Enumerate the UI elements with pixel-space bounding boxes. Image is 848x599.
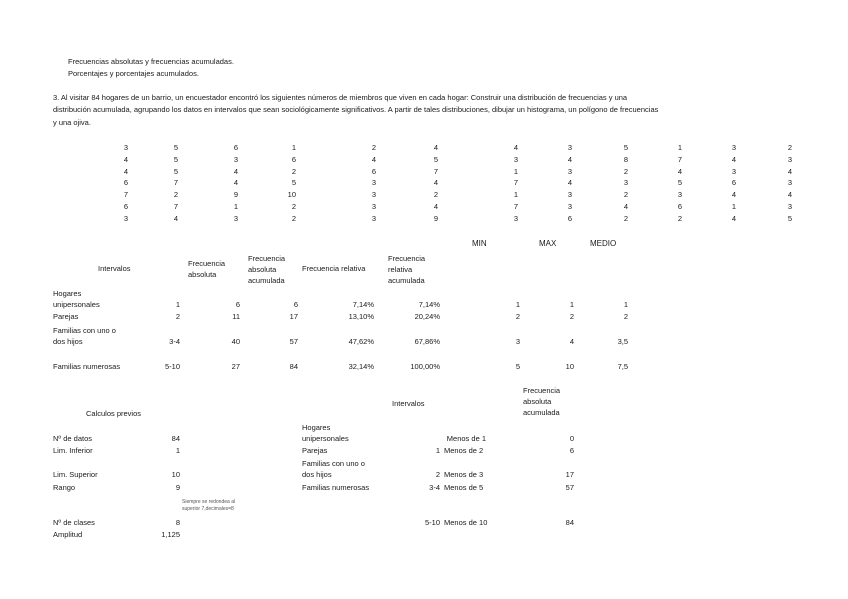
data-cell: 8 xyxy=(623,154,628,164)
row-max: 4 xyxy=(569,337,574,346)
row-max: 1 xyxy=(569,300,574,309)
data-cell: 3 xyxy=(567,190,572,200)
data-cell: 7 xyxy=(677,154,682,164)
row-label: Hogares unipersonales xyxy=(53,289,100,309)
data-cell: 3 xyxy=(567,202,572,211)
data-cell: 6 xyxy=(677,202,682,211)
data-cell: 5 xyxy=(677,178,682,188)
row-menos: Menos de 10 xyxy=(444,518,488,527)
row-fr: 13,10% xyxy=(348,312,374,321)
row-label: Familias con uno o dos hijos xyxy=(53,326,116,346)
calc-value: 9 xyxy=(175,483,180,492)
calc-value: 1,125 xyxy=(161,530,180,539)
data-cell: 3 xyxy=(787,154,792,164)
problem-line-1: 3. Al visitar 84 hogares de un barrio, un encuestador encontró los siguientes números de miembros que viven en cada hogar: Construir una distribución de frecuencias y una xyxy=(53,93,628,102)
data-cell: 7 xyxy=(433,166,438,176)
row-min: 1 xyxy=(515,300,520,309)
row-value: 84 xyxy=(565,518,574,527)
calc-title: Calculos previos xyxy=(86,409,142,418)
data-cell: 4 xyxy=(433,143,438,152)
row-max: 10 xyxy=(565,362,574,371)
data-cell: 3 xyxy=(731,143,736,152)
calc-label: Lim. Inferior xyxy=(53,446,93,455)
row-medio: 2 xyxy=(623,312,628,321)
row-fr: 7,14% xyxy=(352,300,374,309)
calc-label: Nº de datos xyxy=(53,434,93,443)
data-cell: 3 xyxy=(233,213,238,223)
row-medio: 1 xyxy=(623,300,628,309)
calc-note: Siempre se redondea al superior 7,decimales=8 xyxy=(182,499,236,512)
data-cell: 3 xyxy=(731,166,736,176)
data-cell: 5 xyxy=(623,143,628,152)
data-cell: 6 xyxy=(123,178,128,188)
data-cell: 3 xyxy=(123,143,128,152)
data-cell: 2 xyxy=(173,190,178,200)
header-intervalos: Intervalos xyxy=(98,264,131,273)
row-interval: 5-10 xyxy=(424,518,440,527)
data-cell: 4 xyxy=(433,202,438,211)
header-frecuencia-absoluta-acumulada: Frecuencia absoluta acumulada xyxy=(523,386,561,417)
header-frecuencia-relativa-acumulada: Frecuencia relativa acumulada xyxy=(388,254,426,285)
row-fra: 67,86% xyxy=(414,337,440,346)
data-cell: 4 xyxy=(173,213,178,223)
row-interval: 5-10 xyxy=(164,362,180,371)
data-cell: 3 xyxy=(123,213,128,223)
data-cell: 3 xyxy=(513,213,518,223)
row-fr: 32,14% xyxy=(348,362,374,371)
data-cell: 2 xyxy=(291,213,296,223)
row-interval: 2 xyxy=(435,470,440,479)
data-cell: 4 xyxy=(233,166,238,176)
data-cell: 2 xyxy=(371,143,376,152)
calc-value: 84 xyxy=(171,434,180,443)
header-line-1: Frecuencias absolutas y frecuencias acumuladas. xyxy=(68,57,234,66)
data-cell: 3 xyxy=(233,154,238,164)
data-cell: 6 xyxy=(291,154,296,164)
data-cell: 4 xyxy=(123,166,128,176)
data-cell: 4 xyxy=(787,190,792,200)
row-fa: 11 xyxy=(232,312,240,321)
data-cell: 4 xyxy=(513,143,518,152)
row-label: Familias numerosas xyxy=(53,362,121,371)
data-cell: 9 xyxy=(233,190,238,200)
row-min: 2 xyxy=(515,312,520,321)
row-interval: 1 xyxy=(435,446,440,455)
data-cell: 3 xyxy=(677,190,682,200)
data-cell: 4 xyxy=(787,166,792,176)
row-medio: 3,5 xyxy=(617,337,628,346)
problem-line-2: distribución acumulada, agrupando los datos en intervalos que sean sociológicamente significativos. A partir de tales distribuciones, dibujar un histograma, un polígono de frecuencias xyxy=(53,105,659,114)
data-cell: 5 xyxy=(787,213,792,223)
data-cell: 3 xyxy=(371,190,376,200)
data-cell: 1 xyxy=(677,143,682,152)
row-max: 2 xyxy=(569,312,574,321)
row-interval: 2 xyxy=(175,312,180,321)
data-cell: 5 xyxy=(173,143,178,152)
calc-value: 1 xyxy=(175,446,180,455)
row-fr: 47,62% xyxy=(348,337,374,346)
header-frecuencia-relativa: Frecuencia relativa xyxy=(302,264,366,273)
data-cell: 5 xyxy=(291,178,296,188)
data-cell: 2 xyxy=(291,202,296,211)
row-interval: 1 xyxy=(175,300,180,309)
row-menos: Menos de 5 xyxy=(444,483,484,492)
data-cell: 4 xyxy=(123,154,128,164)
header-min: MIN xyxy=(472,239,487,248)
data-cell: 3 xyxy=(567,143,572,152)
row-label: Parejas xyxy=(302,446,328,455)
data-cell: 1 xyxy=(233,202,238,211)
data-cell: 2 xyxy=(623,190,628,200)
row-faa: 57 xyxy=(289,337,298,346)
data-cell: 4 xyxy=(677,166,682,176)
data-cell: 4 xyxy=(567,178,572,188)
data-cell: 7 xyxy=(513,202,518,211)
row-faa: 6 xyxy=(293,300,298,309)
data-cell: 4 xyxy=(731,154,736,164)
data-cell: 3 xyxy=(371,213,376,223)
row-value: 17 xyxy=(565,470,574,479)
row-min: 3 xyxy=(515,337,520,346)
problem-line-3: y una ojiva. xyxy=(53,118,91,127)
data-cell: 6 xyxy=(123,202,128,211)
header-max: MAX xyxy=(539,239,557,248)
data-cell: 7 xyxy=(513,178,518,188)
header-intervalos: Intervalos xyxy=(392,399,425,408)
data-cell: 6 xyxy=(731,178,736,188)
row-fra: 7,14% xyxy=(418,300,440,309)
data-cell: 4 xyxy=(233,178,238,188)
row-label: Familias con uno o dos hijos xyxy=(302,459,365,479)
header-line-2: Porcentajes y porcentajes acumulados. xyxy=(68,69,199,78)
data-cell: 1 xyxy=(731,202,736,211)
calc-label: Rango xyxy=(53,483,76,492)
row-fra: 20,24% xyxy=(414,312,440,321)
data-cell: 2 xyxy=(433,190,438,200)
data-cell: 4 xyxy=(731,213,736,223)
row-value: 57 xyxy=(565,483,574,492)
data-cell: 2 xyxy=(291,166,296,176)
data-cell: 10 xyxy=(287,190,296,200)
calc-label: Lim. Superior xyxy=(53,470,98,479)
data-cell: 2 xyxy=(623,166,628,176)
data-cell: 4 xyxy=(433,178,438,188)
row-menos: Menos de 1 xyxy=(446,434,486,443)
data-cell: 3 xyxy=(513,154,518,164)
row-interval: 3-4 xyxy=(429,483,440,492)
data-cell: 5 xyxy=(173,166,178,176)
data-cell: 1 xyxy=(513,190,518,200)
data-cell: 9 xyxy=(433,213,438,223)
row-min: 5 xyxy=(515,362,520,371)
data-cell: 4 xyxy=(623,202,628,211)
data-cell: 7 xyxy=(173,178,178,188)
data-cell: 3 xyxy=(371,178,376,188)
data-cell: 5 xyxy=(433,154,438,164)
header-medio: MEDIO xyxy=(590,239,617,248)
row-faa: 84 xyxy=(289,362,298,371)
data-cell: 3 xyxy=(567,166,572,176)
data-cell: 2 xyxy=(677,213,682,223)
calc-label: Nº de clases xyxy=(53,518,95,527)
data-cell: 6 xyxy=(371,166,376,176)
row-faa: 17 xyxy=(289,312,298,321)
row-value: 6 xyxy=(569,446,574,455)
calc-value: 10 xyxy=(171,470,180,479)
row-fra: 100,00% xyxy=(410,362,440,371)
row-interval: 3-4 xyxy=(169,337,180,346)
calc-label: Amplitud xyxy=(53,530,83,539)
data-cell: 1 xyxy=(291,143,296,152)
data-cell: 5 xyxy=(173,154,178,164)
data-cell: 2 xyxy=(787,143,792,152)
row-menos: Menos de 3 xyxy=(444,470,484,479)
header-frecuencia-absoluta: Frecuencia absoluta xyxy=(188,259,226,279)
row-fa: 40 xyxy=(231,337,240,346)
row-value: 0 xyxy=(569,434,574,443)
row-fa: 27 xyxy=(231,362,240,371)
data-cell: 3 xyxy=(623,178,628,188)
data-cell: 1 xyxy=(513,166,518,176)
row-label: Hogares unipersonales xyxy=(302,423,349,443)
row-medio: 7,5 xyxy=(617,362,628,371)
calc-value: 8 xyxy=(175,518,180,527)
row-fa: 6 xyxy=(235,300,240,309)
data-cell: 6 xyxy=(233,143,238,152)
data-cell: 4 xyxy=(371,154,376,164)
row-label: Familias numerosas xyxy=(302,483,370,492)
data-cell: 4 xyxy=(731,190,736,200)
data-cell: 3 xyxy=(787,202,792,211)
header-frecuencia-absoluta-acumulada: Frecuencia absoluta acumulada xyxy=(248,254,286,285)
data-cell: 7 xyxy=(123,190,128,200)
data-cell: 2 xyxy=(623,213,628,223)
data-cell: 3 xyxy=(371,202,376,211)
data-cell: 3 xyxy=(787,178,792,188)
data-cell: 4 xyxy=(567,154,572,164)
data-cell: 6 xyxy=(567,213,572,223)
row-menos: Menos de 2 xyxy=(444,446,484,455)
data-cell: 7 xyxy=(173,202,178,211)
row-label: Parejas xyxy=(53,312,79,321)
